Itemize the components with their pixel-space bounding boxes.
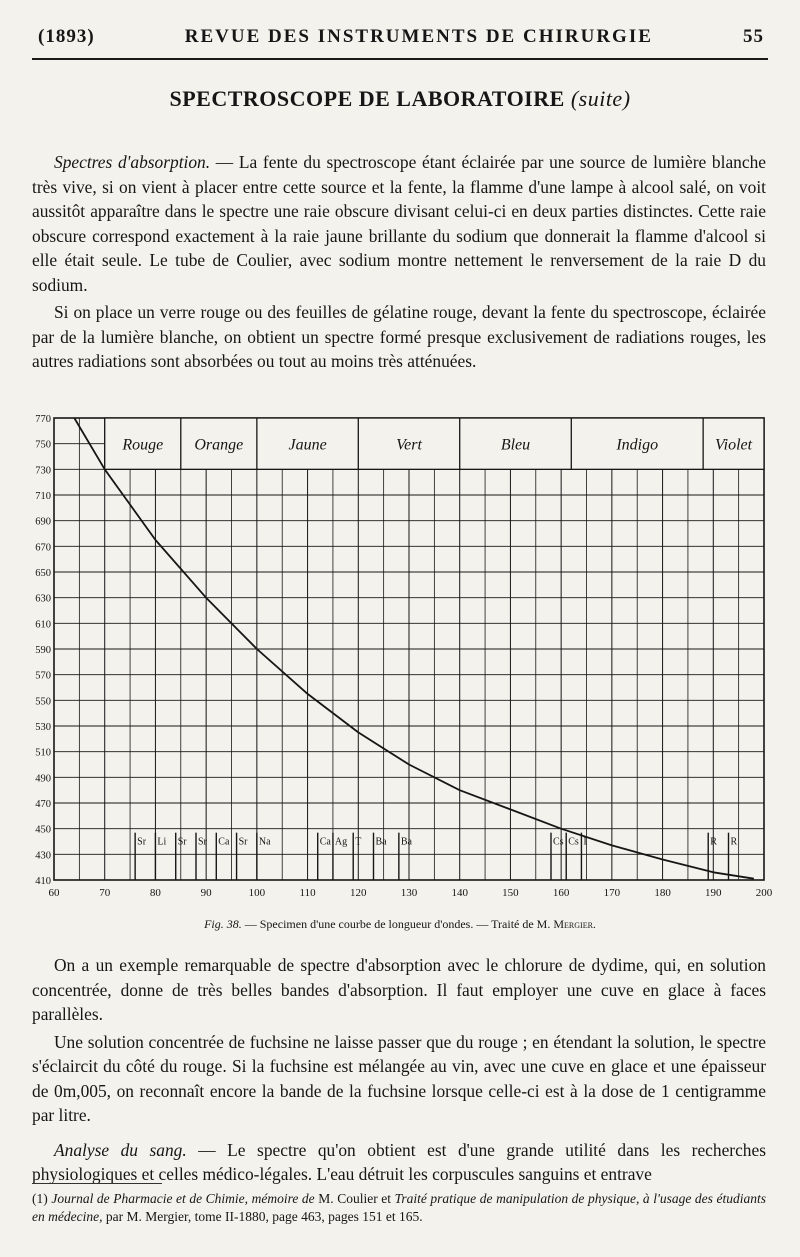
y-tick-label: 770 — [35, 414, 51, 425]
x-tick-label: 100 — [248, 887, 266, 899]
band-label: Bleu — [500, 436, 531, 454]
y-tick-label: 410 — [35, 876, 51, 887]
x-tick-label: 170 — [603, 887, 621, 899]
spectral-line-label: Li — [157, 836, 167, 848]
caption-end: . — [592, 917, 596, 931]
x-tick-label: 60 — [48, 887, 60, 899]
x-tick-label: 80 — [149, 887, 161, 899]
y-tick-label: 610 — [35, 619, 51, 631]
spectral-line-label: Ag — [334, 836, 348, 848]
x-tick-label: 150 — [502, 887, 519, 899]
y-tick-label: 650 — [35, 568, 51, 579]
x-tick-label: 70 — [99, 887, 111, 899]
y-tick-label: 670 — [35, 542, 51, 554]
y-tick-label: 470 — [35, 799, 51, 810]
paragraph-lead: Analyse du sang. — [54, 1139, 187, 1160]
y-tick-label: 750 — [35, 439, 51, 451]
wavelength-curve-figure — [24, 410, 776, 908]
paragraph — [32, 1030, 766, 1128]
x-tick-label: 200 — [755, 887, 773, 899]
y-tick-label: 550 — [35, 696, 51, 708]
y-tick-label: 530 — [35, 722, 51, 733]
band-label: Orange — [194, 436, 244, 454]
header-page-number: 55 — [742, 26, 764, 47]
paragraph — [32, 300, 766, 374]
footnote-marker: (1) — [32, 1191, 52, 1206]
spectral-line-label: R — [710, 836, 717, 848]
y-tick-label: 710 — [35, 491, 51, 502]
band-label: Rouge — [122, 436, 164, 454]
spectral-line-label: I — [583, 836, 587, 848]
x-tick-label: 140 — [451, 887, 468, 899]
x-tick-label: 120 — [350, 887, 367, 899]
header-rule — [32, 58, 768, 60]
caption-text: — Specimen d'une courbe de longueur d'ondes. — Traité de M. — [241, 917, 554, 931]
spectral-line-label: Ba — [375, 836, 387, 848]
caption-number: Fig. 38. — [204, 917, 242, 931]
y-tick-label: 590 — [35, 645, 51, 656]
spectral-line-label: Sr — [137, 836, 147, 848]
footnote-book: Traité pratique de manipulation de physique, à l'usage des étudiants en médecine, — [32, 1191, 767, 1224]
x-tick-label: 110 — [299, 887, 316, 899]
paragraph-text: Une solution concentrée de fuchsine ne laisse passer que du rouge ; en étendant la solution, le spectre s'éclaircit du côté du rouge. Si la fuchsine est mélangée au vin, avec une cuve en glace et une épaisseur de 0m,005, on reconnaît encore la bande de la fuchsine lorsque celle-ci est à la dose de 1 centigramme par litre. — [32, 1031, 766, 1125]
spectral-line-label: Sr — [238, 836, 248, 848]
band-label: Violet — [715, 436, 753, 454]
x-tick-label: 160 — [552, 887, 570, 899]
footnote — [32, 1190, 766, 1226]
spectral-line-label: Sr — [198, 836, 207, 848]
footnote-journal: Journal de Pharmacie et de Chimie, mémoire de — [51, 1191, 315, 1206]
spectral-line-label: Na — [258, 836, 271, 848]
y-tick-label: 570 — [35, 670, 51, 682]
paragraph-text: On a un exemple remarquable de spectre d'absorption avec le chlorure de dydime, qui, en solution concentrée, donne de très belles bandes d'absorption. Il faut employer une cuve en glace à faces parallèles. — [32, 955, 766, 1024]
footnote-author: M. Coulier et — [314, 1191, 395, 1206]
spectral-line-label: Ba — [400, 836, 412, 848]
spectral-line-label: Sr — [177, 836, 187, 848]
caption-author: Mergier — [553, 917, 593, 931]
band-label: Jaune — [288, 436, 327, 454]
article-title-suffix: (suite) — [570, 86, 631, 111]
header-journal-title: REVUE DES INSTRUMENTS DE CHIRURGIE — [184, 26, 653, 47]
spectral-line-label: Cs — [568, 836, 579, 848]
footnote-rule — [32, 1183, 162, 1184]
running-header — [38, 22, 764, 52]
footnote-rest: par M. Mergier, tome II-1880, page 463, pages 151 et 165. — [102, 1209, 423, 1224]
x-tick-label: 180 — [654, 887, 671, 899]
spectral-line-label: Ca — [319, 836, 331, 848]
x-tick-label: 190 — [705, 887, 722, 899]
article-title — [0, 86, 800, 112]
spectral-line-label: Ca — [218, 836, 230, 848]
y-tick-label: 450 — [35, 824, 51, 836]
body-text-top — [32, 150, 766, 374]
article-title-main: SPECTROSCOPE DE LABORATOIRE — [169, 86, 565, 111]
y-tick-label: 630 — [35, 593, 51, 605]
paragraph — [32, 953, 766, 1027]
y-tick-label: 690 — [35, 516, 51, 528]
y-tick-label: 490 — [35, 773, 51, 785]
band-label: Indigo — [616, 436, 659, 454]
paragraph-text: — La fente du spectroscope étant éclairée par une source de lumière blanche très vive, si on vient à placer entre cette source et la fente, la flamme d'une lampe à alcool salé, on voit aussitôt apparaître dans le spectre une raie obscure divisant celui-ci en deux parties distinctes. Cette raie obscure correspond exactement à la raie jaune brillante du sodium que donnerait la flamme d'alcool si elle était seule. Le tube de Coulier, avec sodium montre nettement le renversement de la raie D du sodium. — [32, 152, 766, 295]
spectral-line-label: T — [355, 836, 362, 848]
spectral-line-label: R — [730, 836, 738, 848]
figure-caption — [0, 917, 800, 932]
paragraph-text: — Le spectre qu'on obtient est d'une grande utilité dans les recherches physiologiques et celles médico-légales. L'eau détruit les corpuscules sanguins et entrave — [32, 1139, 766, 1184]
paragraph — [32, 150, 766, 297]
wavelength-curve-line — [74, 418, 754, 879]
header-year: (1893) — [38, 26, 95, 47]
x-tick-label: 130 — [400, 887, 418, 899]
y-tick-label: 430 — [35, 850, 51, 862]
spectral-line-label: Cs — [553, 836, 564, 848]
paragraph — [32, 1138, 766, 1187]
band-label: Vert — [396, 436, 422, 454]
y-tick-label: 730 — [35, 465, 51, 477]
y-tick-label: 510 — [35, 747, 51, 759]
body-text-bottom — [32, 953, 766, 1187]
x-tick-label: 90 — [200, 887, 212, 899]
paragraph-lead: Spectres d'absorption. — [54, 152, 211, 172]
paragraph-text: Si on place un verre rouge ou des feuilles de gélatine rouge, devant la fente du spectroscope, éclairée par de la lumière blanche, on obtient un spectre formé presque exclusivement de radiations rouges, les autres radiations sont absorbées ou tout au moins très atténuées. — [32, 302, 766, 371]
